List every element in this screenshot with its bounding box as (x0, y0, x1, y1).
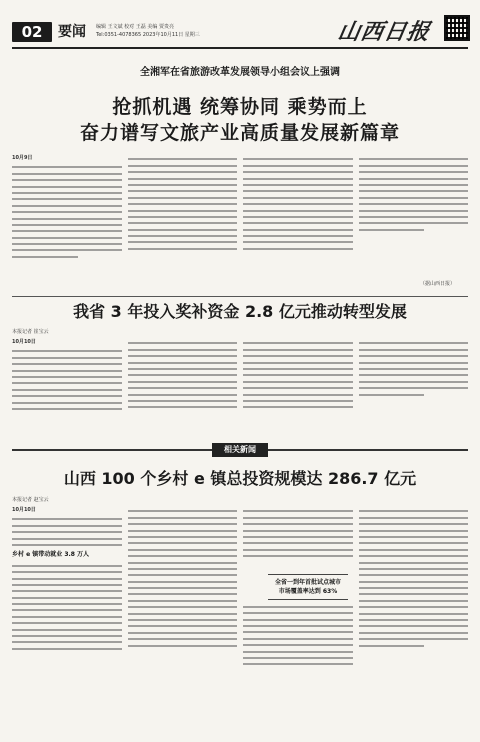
story2-column-3 (243, 338, 353, 438)
story3-lead: 10月10日 (12, 507, 36, 513)
masthead-rule (12, 47, 468, 49)
story3-column-3 (243, 506, 353, 738)
pull-quote-line-1: 全省一到年首批试点城市 (274, 579, 341, 586)
story3-body (12, 506, 468, 738)
date-line: Tel:0351-4078365 2023年10月11日 星期三 (96, 32, 200, 38)
story1-credit: （据山西日报） (420, 281, 456, 287)
pull-quote-line-2: 市场覆盖率达到 63% (278, 588, 338, 595)
related-news-bar (12, 443, 468, 457)
story1-column-4 (359, 154, 469, 292)
story1-lead: 10月9日 (12, 155, 33, 161)
section-name: 要闻 (58, 24, 86, 40)
story3-column-1 (12, 506, 122, 738)
page-number: 02 (12, 22, 52, 42)
story3-column-2 (128, 506, 238, 738)
story1-body (12, 154, 468, 292)
story3-byline: 本报记者 赵宝云 (12, 497, 49, 503)
story2-column-2 (128, 338, 238, 438)
story2-column-1 (12, 338, 122, 438)
story2-column-4 (359, 338, 469, 438)
editor-line: 编辑 王文斌 校对 王磊 美编 贾贵亮 (96, 24, 174, 30)
newspaper-logo: 山西日报 (335, 19, 433, 45)
story3-column-4 (359, 506, 469, 738)
story2-title: 我省 3 年投入奖补资金 2.8 亿元推动转型发展 (73, 302, 407, 321)
story2-lead: 10月10日 (12, 339, 36, 345)
masthead (0, 0, 480, 50)
story3-subhead: 乡村 e 镇带动就业 3.8 万人 (12, 551, 90, 559)
pull-quote (262, 578, 354, 596)
story1-column-1 (12, 154, 122, 292)
story1-column-3 (243, 154, 353, 292)
pull-quote-rule-bottom (268, 599, 348, 600)
story2-byline: 本报记者 崔宝云 (12, 329, 49, 335)
story2-body (12, 338, 468, 438)
related-news-label: 相关新闻 (212, 443, 268, 457)
story-divider-1 (12, 296, 468, 297)
story1-headline-1: 抢抓机遇 统筹协同 乘势而上 (112, 96, 368, 118)
story3-title: 山西 100 个乡村 e 镇总投资规模达 286.7 亿元 (63, 469, 417, 488)
qr-code-icon (444, 15, 470, 41)
story1-column-2 (128, 154, 238, 292)
story1-kicker: 全湘军在省旅游改革发展领导小组会议上强调 (140, 67, 340, 78)
story1-headline-2: 奋力谱写文旅产业高质量发展新篇章 (79, 122, 400, 144)
pull-quote-rule-top (268, 574, 348, 575)
